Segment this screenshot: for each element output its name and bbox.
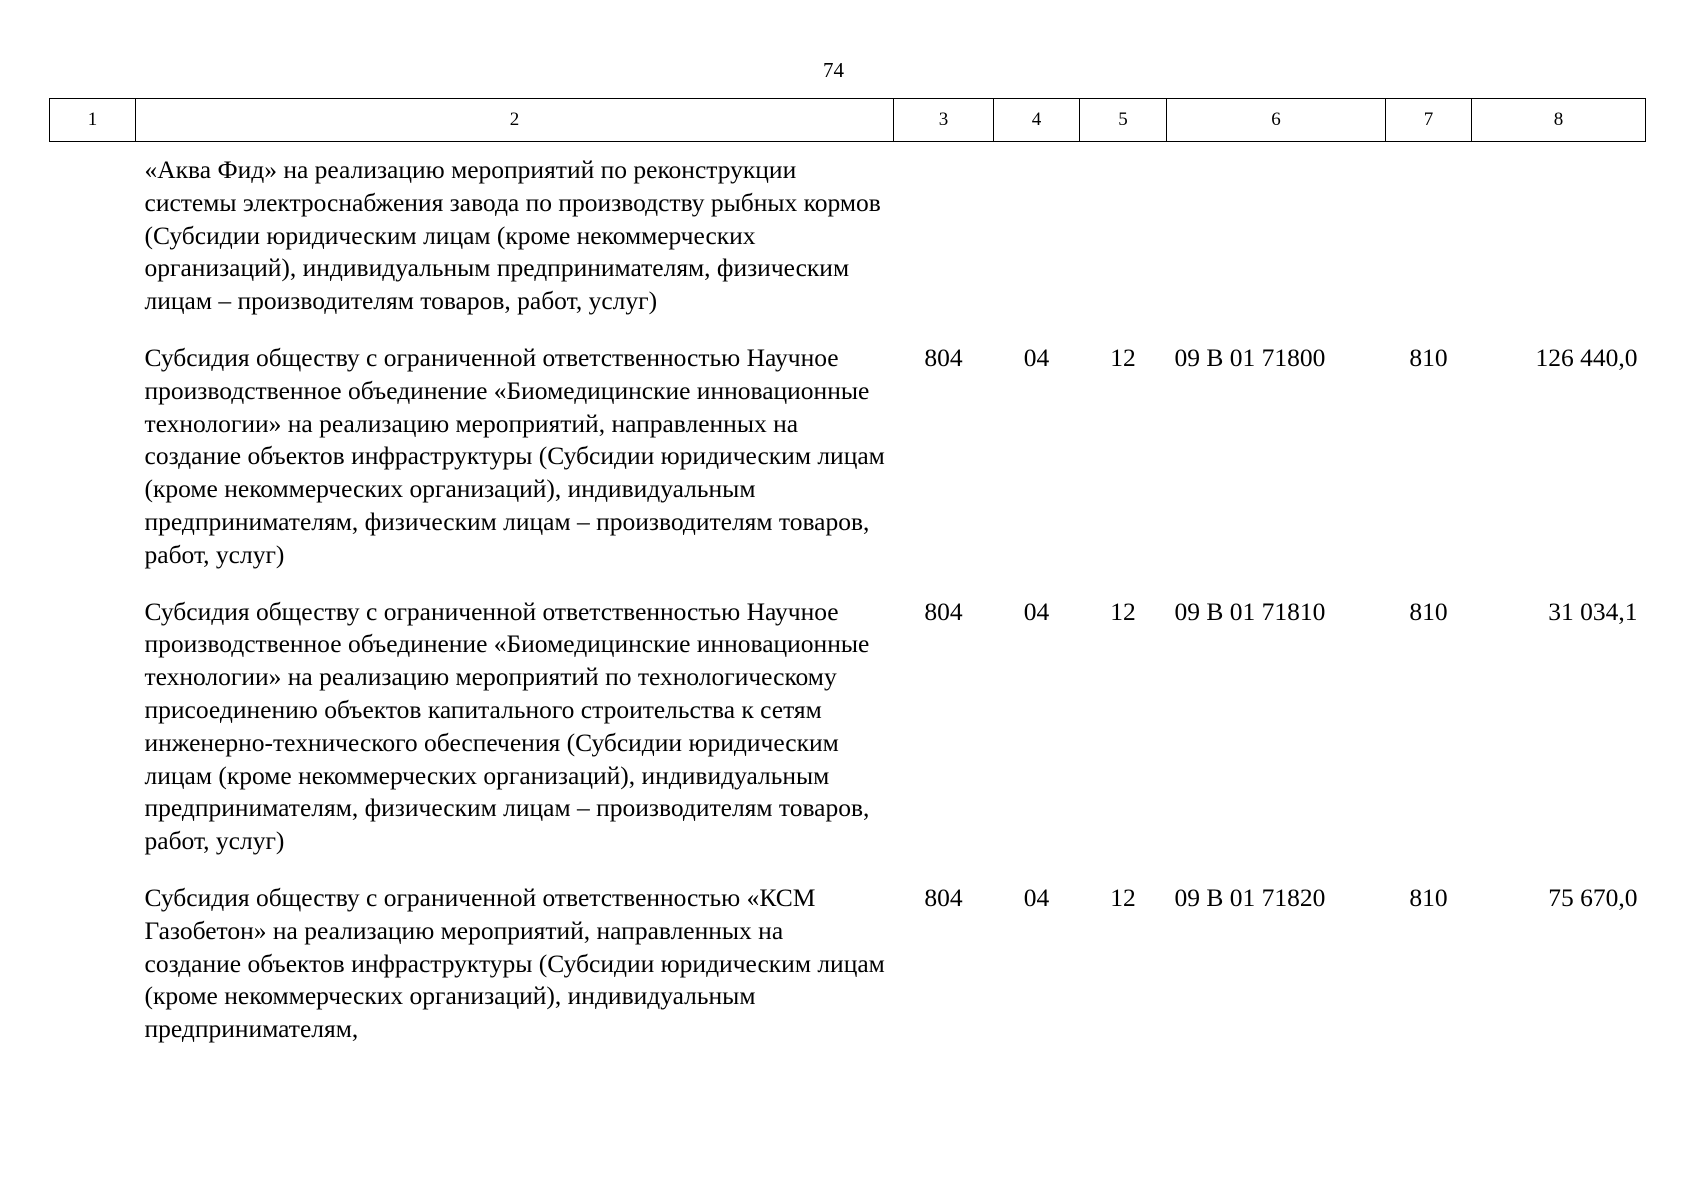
header-col-6: 6	[1167, 99, 1386, 142]
table-header	[50, 99, 1646, 142]
table-row	[50, 142, 1646, 330]
row-description: Субсидия обществу с ограниченной ответственностью Научное производственное объединение «Биомедицинские инновационные технологии» на реализацию мероприятий по технологическому присоединению объектов капитального строительства к сетям инженерно-технического обеспечения (Субсидии юридическим лицам (кроме некоммерческих организаций), индивидуальным предпринимателям, физическим лицам – производителям товаров, работ, услуг)	[144, 596, 870, 856]
row-subsection-code	[1080, 142, 1167, 330]
row-subsection-code: 12	[1110, 596, 1136, 626]
row-amount	[1472, 142, 1646, 330]
page-number: 74	[823, 58, 844, 82]
row-expense-type: 810	[1409, 882, 1448, 912]
row-expense-type	[1386, 142, 1472, 330]
row-target-article: 09 В 01 71820	[1174, 882, 1326, 912]
row-subsection-code: 12	[1110, 882, 1136, 912]
row-ministry-code: 804	[924, 882, 963, 912]
row-amount: 126 440,0	[1535, 342, 1638, 372]
header-col-4: 4	[994, 99, 1080, 142]
row-section-code: 04	[1023, 342, 1050, 372]
row-subsection-code: 12	[1110, 342, 1136, 372]
row-ministry-code	[894, 142, 994, 330]
row-amount: 31 034,1	[1548, 596, 1638, 626]
row-col1	[50, 330, 136, 584]
row-amount: 75 670,0	[1548, 882, 1638, 912]
row-target-article: 09 В 01 71800	[1174, 342, 1326, 372]
row-description: Субсидия обществу с ограниченной ответственностью «КСМ Газобетон» на реализацию мероприятий, направленных на создание объектов инфраструктуры (Субсидии юридическим лицам (кроме некоммерческих организаций), индивидуальным предпринимателям,	[144, 882, 885, 1044]
row-ministry-code: 804	[924, 596, 963, 626]
table-row	[50, 584, 1646, 870]
header-col-7: 7	[1386, 99, 1472, 142]
row-col1	[50, 870, 136, 1058]
row-ministry-code: 804	[924, 342, 963, 372]
row-description: «Аква Фид» на реализацию мероприятий по реконструкции системы электроснабжения завода по производству рыбных кормов (Субсидии юридическим лицам (кроме некоммерческих организаций), индивидуальным предпринимателям, физическим лицам – производителям товаров, работ, услуг)	[144, 155, 881, 316]
budget-table	[49, 98, 1646, 1058]
header-col-2: 2	[136, 99, 894, 142]
row-section-code: 04	[1023, 882, 1050, 912]
row-expense-type: 810	[1409, 596, 1448, 626]
header-col-5: 5	[1080, 99, 1167, 142]
header-col-3: 3	[894, 99, 994, 142]
row-section-code	[994, 142, 1080, 330]
header-row	[50, 99, 1646, 142]
header-col-1: 1	[50, 99, 136, 142]
row-expense-type: 810	[1409, 342, 1448, 372]
header-col-8: 8	[1472, 99, 1646, 142]
row-description: Субсидия обществу с ограниченной ответственностью Научное производственное объединение «Биомедицинские инновационные технологии» на реализацию мероприятий, направленных на создание объектов инфраструктуры (Субсидии юридическим лицам (кроме некоммерческих организаций), индивидуальным предпринимателям, физическим лицам – производителям товаров, работ, услуг)	[144, 342, 885, 569]
row-target-article	[1167, 142, 1386, 330]
row-col1	[50, 142, 136, 330]
row-section-code: 04	[1023, 596, 1050, 626]
table-row	[50, 870, 1646, 1058]
row-col1	[50, 584, 136, 870]
row-target-article: 09 В 01 71810	[1174, 596, 1326, 626]
table-body	[50, 142, 1646, 1058]
table-row	[50, 330, 1646, 584]
